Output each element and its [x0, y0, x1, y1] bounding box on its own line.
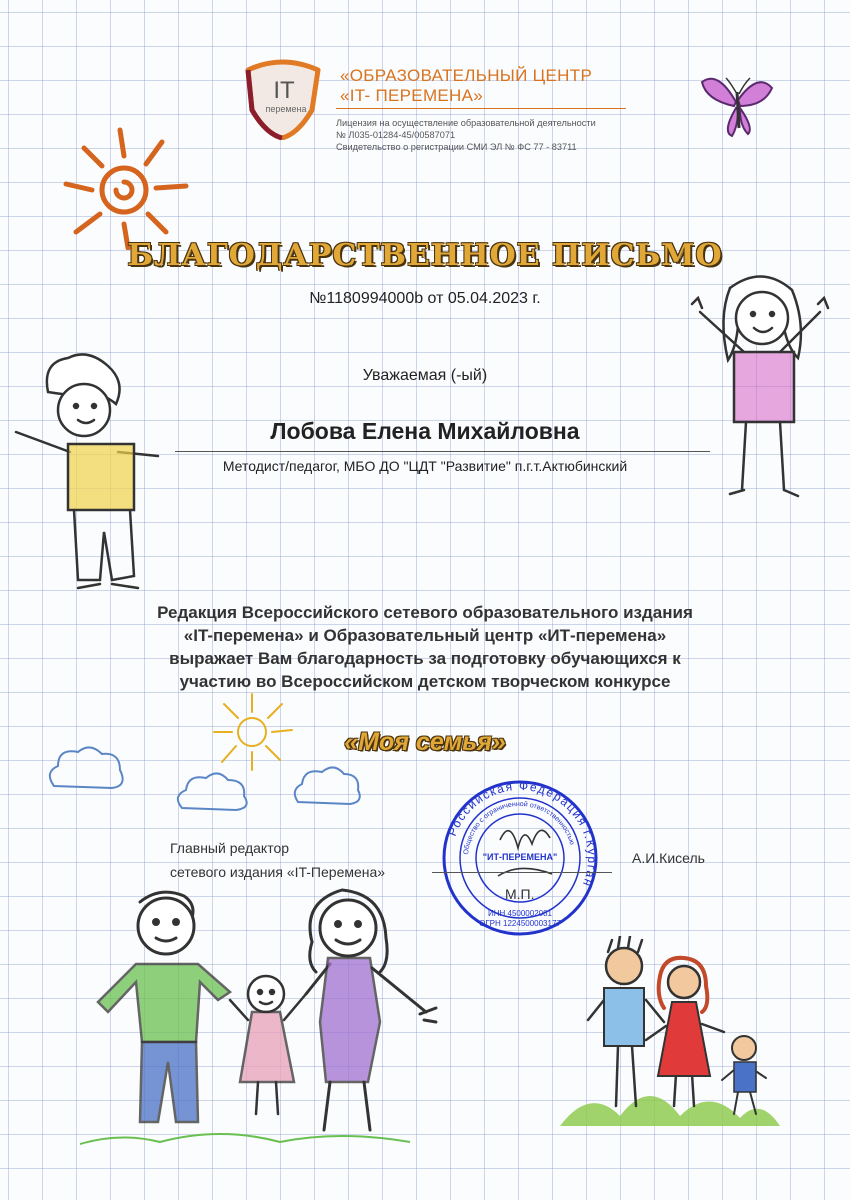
header-divider [336, 108, 626, 109]
name-underline [175, 451, 710, 452]
editor-role-line1: Главный редактор [170, 840, 290, 856]
girl-doodle [680, 268, 840, 513]
stamp-ogrn: ОГРН 1224500003177 [479, 919, 561, 928]
seal-place-label: М.П. [505, 886, 535, 902]
cloud-doodle-2 [172, 768, 252, 819]
stamp-outer-text: Российская Федерация г.Курган [444, 778, 600, 890]
org-name-line1: «ОБРАЗОВАТЕЛЬНЫЙ ЦЕНТР [340, 66, 593, 85]
family-doodle [80, 882, 460, 1157]
organization-name [340, 66, 592, 106]
editor-role-line2: сетевого издания «IT-Перемена» [170, 864, 386, 880]
gratitude-line1: Редакция Всероссийского сетевого образовательного издания [157, 603, 693, 622]
signer-name: А.И.Кисель [632, 850, 705, 866]
boy-doodle [8, 352, 168, 607]
org-name-line2: «IT- ПЕРЕМЕНА» [340, 86, 484, 105]
logo [238, 58, 326, 140]
recipient-name: Лобова Елена Михайловна [270, 418, 580, 444]
stamp-inner-text: Общество с ограниченной ответственностью [463, 800, 576, 856]
small-family-doodle [560, 936, 790, 1141]
stamp-inn: ИНН 4500002081 [487, 909, 553, 918]
contest-name: «Моя семья» [344, 728, 506, 756]
stamp-center-text: "ИТ-ПЕРЕМЕНА" [482, 852, 558, 862]
official-stamp [440, 778, 600, 938]
logo-subtext: перемена [265, 104, 307, 114]
signature-line [432, 872, 612, 873]
greeting: Уважаемая (-ый) [362, 367, 488, 384]
sun-doodle [62, 120, 192, 255]
document-title: БЛАГОДАРСТВЕННОЕ ПИСЬМО [127, 238, 723, 273]
butterfly-doodle [698, 62, 778, 147]
editor-role [170, 836, 385, 884]
gratitude-text [120, 601, 730, 693]
license-line3: Свидетельство о регистрации СМИ ЭЛ № ФС 77 - 83711 [336, 142, 577, 152]
license-line2: № Л035-01284-45/00587071 [336, 130, 456, 140]
gratitude-line3: выражает Вам благодарность за подготовку обучающихся к [169, 649, 681, 668]
cloud-doodle-3 [290, 762, 364, 813]
gratitude-line2: «IT-перемена» и Образовательный центр «ИТ-перемена» [183, 626, 667, 645]
logo-text: IT [273, 77, 295, 104]
license-line1: Лицензия на осуществление образовательной деятельности [336, 118, 596, 128]
recipient-position: Методист/педагог, МБО ДО "ЦДТ "Развитие" п.г.т.Актюбинский [222, 458, 628, 474]
license-info [336, 117, 596, 153]
gratitude-line4: участию во Всероссийском детском творческом конкурсе [179, 672, 671, 691]
document-number: №1180994000b от 05.04.2023 г. [309, 290, 541, 307]
